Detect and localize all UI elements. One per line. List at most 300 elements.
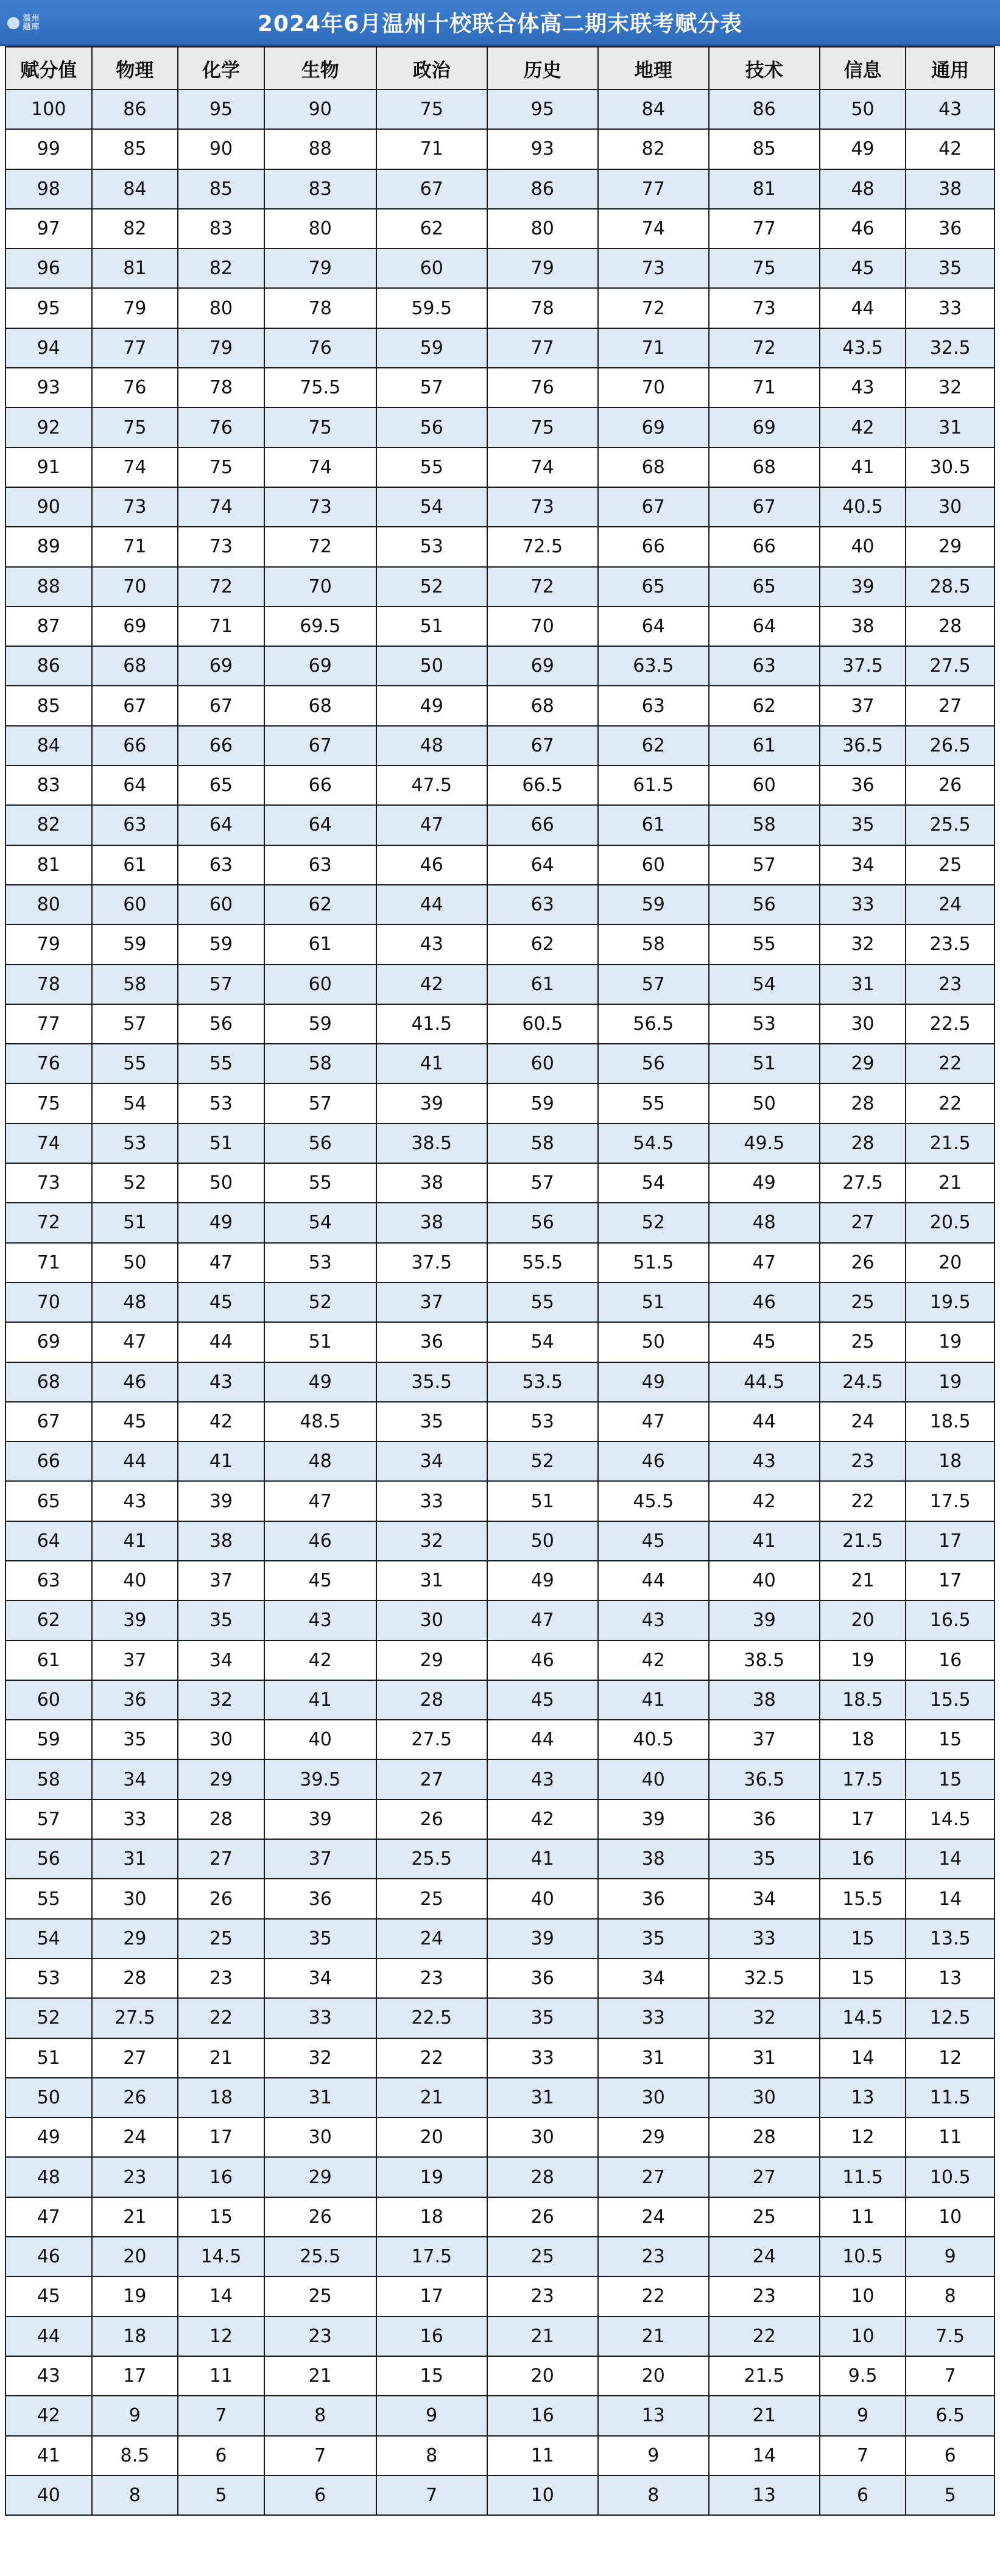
table-row [5, 1243, 995, 1283]
raw-score-cell: 55 [487, 1283, 598, 1322]
raw-score-cell: 55 [178, 1044, 264, 1083]
raw-score-cell: 25 [820, 1322, 906, 1362]
raw-score-cell: 46 [820, 209, 906, 248]
score-cell: 96 [5, 248, 92, 288]
raw-score-cell: 30 [709, 2078, 820, 2117]
raw-score-cell: 20 [376, 2117, 487, 2157]
table-row [5, 1083, 995, 1123]
raw-score-cell: 46 [709, 1283, 820, 1322]
raw-score-cell: 32 [178, 1680, 264, 1720]
raw-score-cell: 35 [906, 248, 995, 288]
raw-score-cell: 72 [709, 328, 820, 368]
raw-score-cell: 83 [264, 169, 376, 209]
raw-score-cell: 73 [709, 288, 820, 328]
score-cell: 40 [5, 2476, 92, 2515]
raw-score-cell: 79 [264, 248, 376, 288]
raw-score-cell: 35 [376, 1402, 487, 1441]
raw-score-cell: 48 [376, 726, 487, 765]
raw-score-cell: 18 [820, 1720, 906, 1759]
raw-score-cell: 7 [820, 2436, 906, 2476]
raw-score-cell: 52 [376, 567, 487, 607]
raw-score-cell: 31 [820, 965, 906, 1004]
raw-score-cell: 85 [92, 129, 178, 169]
raw-score-cell: 22 [178, 1998, 264, 2038]
table-row [5, 1163, 995, 1203]
table-row [5, 2396, 995, 2435]
raw-score-cell: 57 [709, 845, 820, 885]
raw-score-cell: 23 [487, 2276, 598, 2316]
score-cell: 74 [5, 1124, 92, 1163]
raw-score-cell: 77 [487, 328, 598, 368]
raw-score-cell: 69 [264, 646, 376, 686]
raw-score-cell: 18.5 [906, 1402, 995, 1441]
raw-score-cell: 41 [178, 1441, 264, 1481]
raw-score-cell: 63 [178, 845, 264, 885]
raw-score-cell: 40 [92, 1561, 178, 1600]
raw-score-cell: 55.5 [487, 1243, 598, 1283]
raw-score-cell: 81 [92, 248, 178, 288]
raw-score-cell: 34 [709, 1879, 820, 1918]
raw-score-cell: 40 [487, 1879, 598, 1918]
raw-score-cell: 15 [906, 1720, 995, 1759]
raw-score-cell: 50 [487, 1521, 598, 1561]
raw-score-cell: 43 [820, 368, 906, 407]
raw-score-cell: 46 [598, 1441, 709, 1481]
raw-score-cell: 33 [376, 1481, 487, 1521]
raw-score-cell: 34 [598, 1958, 709, 1998]
table-row [5, 1322, 995, 1362]
score-cell: 92 [5, 407, 92, 447]
score-cell: 53 [5, 1958, 92, 1998]
raw-score-cell: 56 [487, 1203, 598, 1242]
raw-score-cell: 60 [487, 1044, 598, 1083]
raw-score-cell: 28 [178, 1800, 264, 1839]
column-header: 技术 [709, 47, 820, 90]
score-cell: 94 [5, 328, 92, 368]
raw-score-cell: 37 [376, 1283, 487, 1322]
raw-score-cell: 25 [906, 845, 995, 885]
raw-score-cell: 46 [376, 845, 487, 885]
raw-score-cell: 26 [264, 2197, 376, 2237]
raw-score-cell: 65 [709, 567, 820, 607]
raw-score-cell: 21 [820, 1561, 906, 1600]
raw-score-cell: 19 [376, 2157, 487, 2197]
raw-score-cell: 26.5 [906, 726, 995, 765]
raw-score-cell: 70 [92, 567, 178, 607]
table-row [5, 1759, 995, 1799]
raw-score-cell: 34 [92, 1759, 178, 1799]
raw-score-cell: 41 [264, 1680, 376, 1720]
raw-score-cell: 51 [92, 1203, 178, 1242]
brand-logo [7, 9, 41, 38]
raw-score-cell: 42 [487, 1800, 598, 1839]
raw-score-cell: 60 [376, 248, 487, 288]
raw-score-cell: 59 [264, 1004, 376, 1044]
raw-score-cell: 60.5 [487, 1004, 598, 1044]
score-cell: 61 [5, 1641, 92, 1680]
raw-score-cell: 44 [820, 288, 906, 328]
raw-score-cell: 40.5 [820, 487, 906, 527]
score-cell: 79 [5, 924, 92, 964]
raw-score-cell: 26 [376, 1800, 487, 1839]
table-row [5, 1600, 995, 1640]
raw-score-cell: 48 [820, 169, 906, 209]
raw-score-cell: 49 [820, 129, 906, 169]
raw-score-cell: 19 [906, 1362, 995, 1402]
raw-score-cell: 22 [906, 1044, 995, 1083]
raw-score-cell: 58 [92, 965, 178, 1004]
raw-score-cell: 40 [820, 527, 906, 566]
raw-score-cell: 62 [598, 726, 709, 765]
raw-score-cell: 28 [92, 1958, 178, 1998]
raw-score-cell: 13 [820, 2078, 906, 2117]
raw-score-cell: 18 [376, 2197, 487, 2237]
raw-score-cell: 43 [178, 1362, 264, 1402]
raw-score-cell: 15 [820, 1919, 906, 1958]
raw-score-cell: 23 [820, 1441, 906, 1481]
raw-score-cell: 9 [906, 2237, 995, 2276]
raw-score-cell: 7 [264, 2436, 376, 2476]
score-cell: 90 [5, 487, 92, 527]
raw-score-cell: 66 [178, 726, 264, 765]
raw-score-cell: 86 [487, 169, 598, 209]
raw-score-cell: 43 [487, 1759, 598, 1799]
raw-score-cell: 20 [92, 2237, 178, 2276]
raw-score-cell: 51 [487, 1481, 598, 1521]
raw-score-cell: 25 [487, 2237, 598, 2276]
raw-score-cell: 35 [598, 1919, 709, 1958]
table-row [5, 1203, 995, 1242]
raw-score-cell: 24 [598, 2197, 709, 2237]
raw-score-cell: 40 [264, 1720, 376, 1759]
raw-score-cell: 53 [709, 1004, 820, 1044]
raw-score-cell: 50 [709, 1083, 820, 1123]
raw-score-cell: 35 [820, 805, 906, 845]
raw-score-cell: 12 [820, 2117, 906, 2157]
raw-score-cell: 9 [598, 2436, 709, 2476]
raw-score-cell: 78 [487, 288, 598, 328]
raw-score-cell: 48 [709, 1203, 820, 1242]
raw-score-cell: 57 [92, 1004, 178, 1044]
raw-score-cell: 57 [178, 965, 264, 1004]
raw-score-cell: 35 [487, 1998, 598, 2038]
raw-score-cell: 16 [906, 1641, 995, 1680]
raw-score-cell: 30 [92, 1879, 178, 1918]
raw-score-cell: 26 [820, 1243, 906, 1283]
raw-score-cell: 38 [178, 1521, 264, 1561]
table-row [5, 1720, 995, 1759]
raw-score-cell: 69.5 [264, 607, 376, 646]
raw-score-cell: 58 [264, 1044, 376, 1083]
raw-score-cell: 19 [92, 2276, 178, 2316]
score-cell: 57 [5, 1800, 92, 1839]
raw-score-cell: 47 [92, 1322, 178, 1362]
score-cell: 46 [5, 2237, 92, 2276]
raw-score-cell: 25 [820, 1283, 906, 1322]
table-row [5, 169, 995, 209]
raw-score-cell: 73 [178, 527, 264, 566]
raw-score-cell: 20 [487, 2356, 598, 2396]
raw-score-cell: 20 [906, 1243, 995, 1283]
raw-score-cell: 36 [598, 1879, 709, 1918]
table-row [5, 368, 995, 407]
raw-score-cell: 54 [264, 1203, 376, 1242]
raw-score-cell: 27 [376, 1759, 487, 1799]
table-row [5, 1839, 995, 1879]
raw-score-cell: 61 [709, 726, 820, 765]
raw-score-cell: 22.5 [376, 1998, 487, 2038]
raw-score-cell: 39 [709, 1600, 820, 1640]
raw-score-cell: 45 [598, 1521, 709, 1561]
raw-score-cell: 67 [487, 726, 598, 765]
raw-score-cell: 75 [264, 407, 376, 447]
raw-score-cell: 12 [178, 2317, 264, 2356]
column-header: 地理 [598, 47, 709, 90]
raw-score-cell: 43 [906, 90, 995, 129]
raw-score-cell: 8 [264, 2396, 376, 2435]
raw-score-cell: 74 [598, 209, 709, 248]
table-row [5, 527, 995, 566]
score-cell: 88 [5, 567, 92, 607]
raw-score-cell: 38 [820, 607, 906, 646]
score-cell: 97 [5, 209, 92, 248]
table-row [5, 765, 995, 805]
raw-score-cell: 16 [376, 2317, 487, 2356]
raw-score-cell: 11.5 [906, 2078, 995, 2117]
raw-score-cell: 30 [820, 1004, 906, 1044]
raw-score-cell: 42 [178, 1402, 264, 1441]
table-row [5, 567, 995, 607]
raw-score-cell: 42 [598, 1641, 709, 1680]
raw-score-cell: 68 [709, 448, 820, 487]
table-row [5, 1521, 995, 1561]
score-cell: 68 [5, 1362, 92, 1402]
raw-score-cell: 38 [709, 1680, 820, 1720]
table-row [5, 726, 995, 765]
raw-score-cell: 17.5 [820, 1759, 906, 1799]
raw-score-cell: 77 [598, 169, 709, 209]
raw-score-cell: 95 [178, 90, 264, 129]
table-row [5, 2197, 995, 2237]
raw-score-cell: 17 [906, 1561, 995, 1600]
raw-score-cell: 82 [598, 129, 709, 169]
raw-score-cell: 7 [376, 2476, 487, 2515]
table-row [5, 1004, 995, 1044]
score-table [5, 46, 995, 2516]
score-cell: 99 [5, 129, 92, 169]
raw-score-cell: 56 [376, 407, 487, 447]
raw-score-cell: 32 [820, 924, 906, 964]
raw-score-cell: 33 [487, 2038, 598, 2078]
raw-score-cell: 66 [487, 805, 598, 845]
raw-score-cell: 59 [92, 924, 178, 964]
raw-score-cell: 22 [598, 2276, 709, 2316]
table-row [5, 1919, 995, 1958]
raw-score-cell: 39 [820, 567, 906, 607]
raw-score-cell: 55 [264, 1163, 376, 1203]
raw-score-cell: 69 [709, 407, 820, 447]
score-cell: 98 [5, 169, 92, 209]
raw-score-cell: 11 [820, 2197, 906, 2237]
raw-score-cell: 68 [264, 686, 376, 725]
raw-score-cell: 39 [487, 1919, 598, 1958]
raw-score-cell: 62 [376, 209, 487, 248]
raw-score-cell: 70 [598, 368, 709, 407]
raw-score-cell: 68 [598, 448, 709, 487]
raw-score-cell: 52 [487, 1441, 598, 1481]
raw-score-cell: 11 [487, 2436, 598, 2476]
raw-score-cell: 28 [820, 1124, 906, 1163]
raw-score-cell: 80 [264, 209, 376, 248]
raw-score-cell: 10 [487, 2476, 598, 2515]
score-cell: 84 [5, 726, 92, 765]
raw-score-cell: 15.5 [906, 1680, 995, 1720]
raw-score-cell: 61 [92, 845, 178, 885]
raw-score-cell: 63 [598, 686, 709, 725]
table-row [5, 885, 995, 924]
page-title: 2024年6月温州十校联合体高二期末联考赋分表 [257, 12, 743, 37]
raw-score-cell: 31 [598, 2038, 709, 2078]
raw-score-cell: 59 [598, 885, 709, 924]
table-row [5, 686, 995, 725]
raw-score-cell: 64 [709, 607, 820, 646]
raw-score-cell: 67 [598, 487, 709, 527]
raw-score-cell: 16 [178, 2157, 264, 2197]
raw-score-cell: 55 [709, 924, 820, 964]
raw-score-cell: 54 [709, 965, 820, 1004]
column-header: 政治 [376, 47, 487, 90]
raw-score-cell: 28 [487, 2157, 598, 2197]
raw-score-cell: 19 [820, 1641, 906, 1680]
raw-score-cell: 49 [598, 1362, 709, 1402]
raw-score-cell: 40 [598, 1759, 709, 1799]
raw-score-cell: 56.5 [598, 1004, 709, 1044]
raw-score-cell: 86 [92, 90, 178, 129]
raw-score-cell: 81 [709, 169, 820, 209]
raw-score-cell: 46 [264, 1521, 376, 1561]
raw-score-cell: 41 [376, 1044, 487, 1083]
raw-score-cell: 79 [487, 248, 598, 288]
title-bar [0, 0, 1000, 46]
raw-score-cell: 9 [376, 2396, 487, 2435]
raw-score-cell: 41.5 [376, 1004, 487, 1044]
raw-score-cell: 57 [264, 1083, 376, 1123]
raw-score-cell: 29 [92, 1919, 178, 1958]
raw-score-cell: 61 [598, 805, 709, 845]
raw-score-cell: 33 [709, 1919, 820, 1958]
raw-score-cell: 28 [376, 1680, 487, 1720]
raw-score-cell: 73 [487, 487, 598, 527]
score-cell: 91 [5, 448, 92, 487]
raw-score-cell: 20 [820, 1600, 906, 1640]
raw-score-cell: 29 [178, 1759, 264, 1799]
raw-score-cell: 21 [598, 2317, 709, 2356]
score-cell: 49 [5, 2117, 92, 2157]
raw-score-cell: 46 [487, 1641, 598, 1680]
raw-score-cell: 35 [264, 1919, 376, 1958]
raw-score-cell: 30 [487, 2117, 598, 2157]
raw-score-cell: 6 [264, 2476, 376, 2515]
raw-score-cell: 27.5 [820, 1163, 906, 1203]
score-cell: 95 [5, 288, 92, 328]
raw-score-cell: 6 [178, 2436, 264, 2476]
raw-score-cell: 29 [820, 1044, 906, 1083]
raw-score-cell: 52 [92, 1163, 178, 1203]
logo-text: 温州题库 [23, 14, 40, 32]
raw-score-cell: 39 [178, 1481, 264, 1521]
raw-score-cell: 14.5 [820, 1998, 906, 2038]
raw-score-cell: 28 [709, 2117, 820, 2157]
raw-score-cell: 8 [92, 2476, 178, 2515]
column-header: 信息 [820, 47, 906, 90]
table-row [5, 1124, 995, 1163]
table-row [5, 1680, 995, 1720]
raw-score-cell: 53 [376, 527, 487, 566]
raw-score-cell: 36 [820, 765, 906, 805]
raw-score-cell: 75 [178, 448, 264, 487]
raw-score-cell: 72 [598, 288, 709, 328]
raw-score-cell: 72 [264, 527, 376, 566]
raw-score-cell: 14 [820, 2038, 906, 2078]
raw-score-cell: 44 [376, 885, 487, 924]
raw-score-cell: 37 [178, 1561, 264, 1600]
raw-score-cell: 71 [709, 368, 820, 407]
raw-score-cell: 33 [906, 288, 995, 328]
score-cell: 93 [5, 368, 92, 407]
raw-score-cell: 76 [264, 328, 376, 368]
score-cell: 63 [5, 1561, 92, 1600]
raw-score-cell: 19.5 [906, 1283, 995, 1322]
raw-score-cell: 17 [178, 2117, 264, 2157]
raw-score-cell: 61 [264, 924, 376, 964]
column-header: 化学 [178, 47, 264, 90]
raw-score-cell: 59 [487, 1083, 598, 1123]
raw-score-cell: 45.5 [598, 1481, 709, 1521]
raw-score-cell: 78 [264, 288, 376, 328]
raw-score-cell: 39.5 [264, 1759, 376, 1799]
table-row [5, 1561, 995, 1600]
raw-score-cell: 35 [178, 1600, 264, 1640]
raw-score-cell: 44 [598, 1561, 709, 1600]
raw-score-cell: 73 [264, 487, 376, 527]
raw-score-cell: 27 [820, 1203, 906, 1242]
raw-score-cell: 51 [178, 1124, 264, 1163]
raw-score-cell: 36 [487, 1958, 598, 1998]
raw-score-cell: 7 [906, 2356, 995, 2396]
raw-score-cell: 14.5 [178, 2237, 264, 2276]
raw-score-cell: 23 [92, 2157, 178, 2197]
raw-score-cell: 33 [820, 885, 906, 924]
column-header: 生物 [264, 47, 376, 90]
raw-score-cell: 77 [709, 209, 820, 248]
raw-score-cell: 53 [487, 1402, 598, 1441]
raw-score-cell: 29 [376, 1641, 487, 1680]
raw-score-cell: 30 [598, 2078, 709, 2117]
raw-score-cell: 71 [92, 527, 178, 566]
table-row [5, 2436, 995, 2476]
raw-score-cell: 11 [178, 2356, 264, 2396]
raw-score-cell: 21 [264, 2356, 376, 2396]
raw-score-cell: 38.5 [709, 1641, 820, 1680]
raw-score-cell: 12.5 [906, 1998, 995, 2038]
raw-score-cell: 27.5 [376, 1720, 487, 1759]
raw-score-cell: 73 [598, 248, 709, 288]
raw-score-cell: 38 [376, 1203, 487, 1242]
raw-score-cell: 26 [906, 765, 995, 805]
raw-score-cell: 38.5 [376, 1124, 487, 1163]
raw-score-cell: 71 [598, 328, 709, 368]
raw-score-cell: 39 [264, 1800, 376, 1839]
